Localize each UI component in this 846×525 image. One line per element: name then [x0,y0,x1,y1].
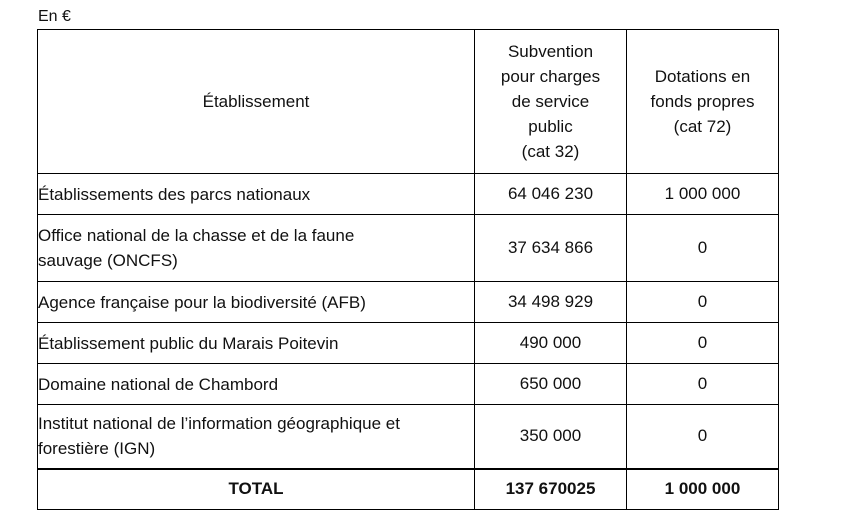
row-dotations: 0 [627,405,779,469]
table-row [38,405,779,469]
row-name-line: Office national de la chasse et de la faune [38,226,355,245]
row-name-line: Domaine national de Chambord [38,374,279,394]
row-name-line: Établissements des parcs nationaux [38,184,311,204]
row-name-line: Établissement public du Marais Poitevin [38,333,339,353]
total-label: TOTAL [38,469,475,510]
row-name-line: sauvage (ONCFS) [38,251,178,270]
row-subvention: 490 000 [475,323,627,364]
row-subvention: 350 000 [475,405,627,469]
total-row [38,469,779,510]
row-name [38,323,475,364]
table-row [38,364,779,405]
header-subvention-line: de service [511,92,590,111]
row-name [38,282,475,323]
header-dotations-line: Dotations en [654,67,751,86]
table-row [38,215,779,282]
row-subvention: 34 498 929 [475,282,627,323]
row-name [38,405,475,469]
row-name [38,215,475,282]
row-subvention: 650 000 [475,364,627,405]
row-dotations: 0 [627,323,779,364]
row-name [38,174,475,215]
budget-table [37,29,779,510]
header-row [38,30,779,174]
header-subvention-line: public [528,117,573,136]
row-dotations: 0 [627,282,779,323]
table-row [38,323,779,364]
header-subvention-line: Subvention [507,42,594,61]
row-name-line: forestière (IGN) [38,439,156,459]
row-subvention: 37 634 866 [475,215,627,282]
row-dotations: 0 [627,364,779,405]
row-name [38,364,475,405]
row-dotations: 1 000 000 [627,174,779,215]
unit-label: En € [38,8,71,25]
header-subvention-line: (cat 32) [521,142,580,161]
total-subvention: 137 670025 [475,469,627,510]
header-etablissement: Établissement [38,30,475,174]
row-name-line: Agence française pour la biodiversité (AFB) [38,292,366,312]
table-row [38,174,779,215]
header-subvention-line: pour charges [500,67,601,86]
header-subvention [475,30,627,174]
table-row [38,282,779,323]
row-name-line: Institut national de l’information géographique et [38,414,400,434]
header-dotations-line: (cat 72) [673,117,732,136]
row-subvention: 64 046 230 [475,174,627,215]
header-dotations-line: fonds propres [650,92,755,111]
header-dotations [627,30,779,174]
row-dotations: 0 [627,215,779,282]
total-dotations: 1 000 000 [627,469,779,510]
